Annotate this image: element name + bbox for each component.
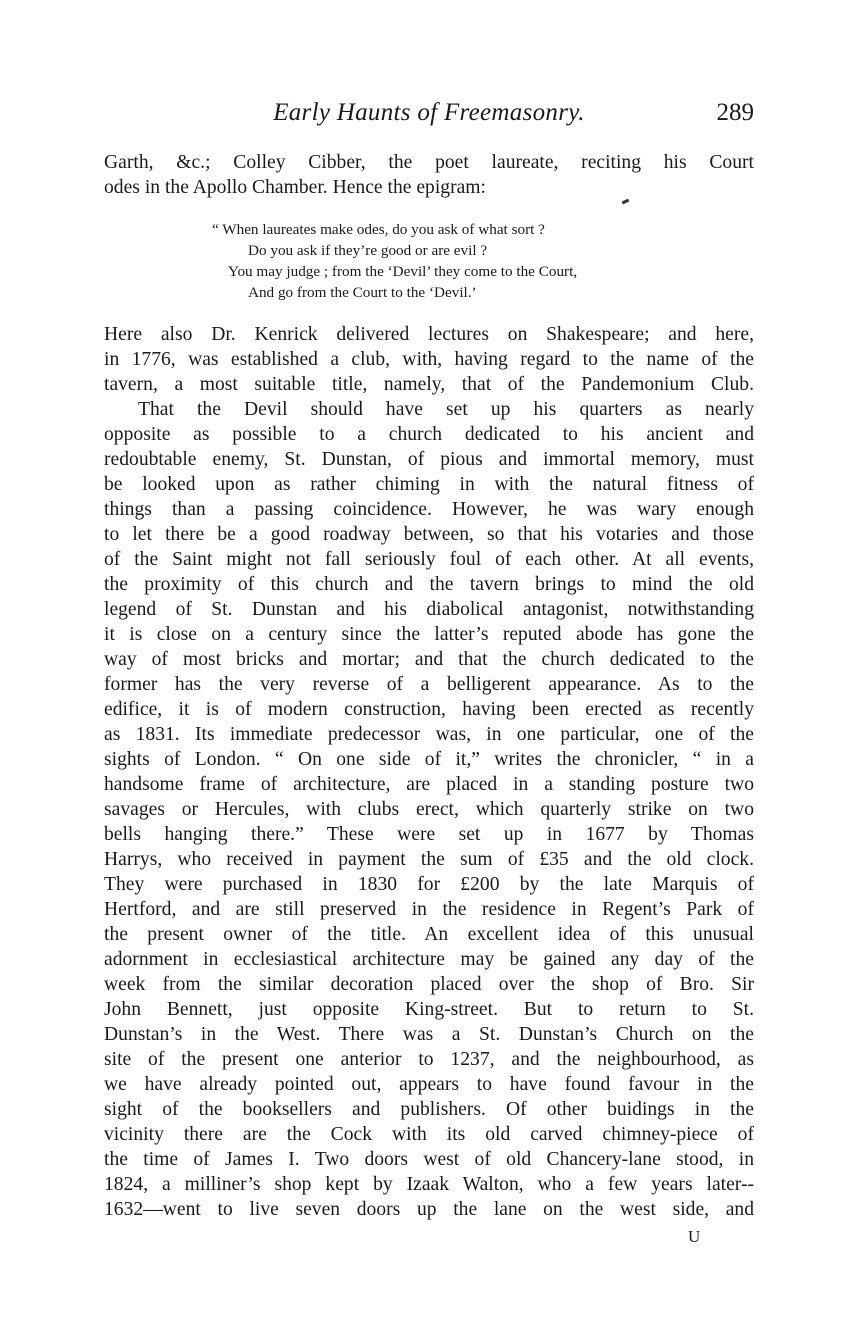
opening-lines — [104, 150, 754, 200]
text-line: sights of London. “ On one side of it,” writes the chronicler, “ in a — [104, 749, 754, 770]
text-line: They were purchased in 1830 for £200 by the late Marquis of — [104, 874, 754, 895]
main-text — [104, 322, 754, 1222]
text-line: Dunstan’s in the West. There was a St. Dunstan’s Church on the — [104, 1024, 754, 1045]
text-line: week from the similar decoration placed over the shop of Bro. Sir — [104, 974, 754, 995]
text-line: things than a passing coincidence. However, he was wary enough — [104, 499, 754, 520]
text-line: way of most bricks and mortar; and that the church dedicated to the — [104, 649, 754, 670]
verse-line: “ When laureates make odes, do you ask of what sort ? — [212, 221, 545, 238]
text-line: be looked upon as rather chiming in with the natural fitness of — [104, 474, 754, 495]
epigram-verse — [212, 219, 712, 303]
text-line: adornment in ecclesiastical architecture may be gained any day of the — [104, 949, 754, 970]
text-line: edifice, it is of modern construction, having been erected as recently — [104, 699, 754, 720]
text-line: Harrys, who received in payment the sum of £35 and the old clock. — [104, 849, 754, 870]
text-line: the time of James I. Two doors west of old Chancery-lane stood, in — [104, 1149, 754, 1170]
text-line: Garth, &c.; Colley Cibber, the poet laureate, reciting his Court — [104, 152, 754, 173]
text-line: 1632—went to live seven doors up the lane on the west side, and — [104, 1199, 754, 1220]
page-number: 289 — [716, 99, 754, 126]
text-line: 1824, a milliner’s shop kept by Izaak Walton, who a few years later-- — [104, 1174, 754, 1195]
running-head — [104, 98, 754, 132]
text-line: tavern, a most suitable title, namely, that of the Pandemonium Club. — [104, 374, 754, 395]
text-line: site of the present one anterior to 1237, and the neighbourhood, as — [104, 1049, 754, 1070]
text-line: vicinity there are the Cock with its old carved chimney-piece of — [104, 1124, 754, 1145]
text-line: it is close on a century since the latter’s reputed abode has gone the — [104, 624, 754, 645]
text-line: the proximity of this church and the tavern brings to mind the old — [104, 574, 754, 595]
text-line: of the Saint might not fall seriously foul of each other. At all events, — [104, 549, 754, 570]
verse-line: Do you ask if they’re good or are evil ? — [248, 242, 488, 259]
verse-line: And go from the Court to the ‘Devil.’ — [248, 284, 477, 301]
running-title: Early Haunts of Freemasonry. — [273, 99, 585, 126]
text-line: Here also Dr. Kenrick delivered lectures on Shakespeare; and here, — [104, 324, 754, 345]
text-line: legend of St. Dunstan and his diabolical antagonist, notwithstanding — [104, 599, 754, 620]
text-line: opposite as possible to a church dedicated to his ancient and — [104, 424, 754, 445]
text-line: odes in the Apollo Chamber. Hence the epigram: — [104, 177, 486, 198]
verse-line: You may judge ; from the ‘Devil’ they come to the Court, — [228, 263, 578, 280]
text-line: That the Devil should have set up his quarters as nearly — [138, 399, 754, 420]
signature-mark: U — [688, 1227, 701, 1246]
text-line: bells hanging there.” These were set up in 1677 by Thomas — [104, 824, 754, 845]
text-line: handsome frame of architecture, are placed in a standing posture two — [104, 774, 754, 795]
text-line: as 1831. Its immediate predecessor was, in one particular, one of the — [104, 724, 754, 745]
text-line: savages or Hercules, with clubs erect, which quarterly strike on two — [104, 799, 754, 820]
text-line: Hertford, and are still preserved in the residence in Regent’s Park of — [104, 899, 754, 920]
text-line: sight of the booksellers and publishers. Of other buidings in the — [104, 1099, 754, 1120]
text-line: redoubtable enemy, St. Dunstan, of pious and immortal memory, must — [104, 449, 754, 470]
text-line: to let there be a good roadway between, so that his votaries and those — [104, 524, 754, 545]
text-line: John Bennett, just opposite King-street. But to return to St. — [104, 999, 754, 1020]
text-line: in 1776, was established a club, with, having regard to the name of the — [104, 349, 754, 370]
text-line: the present owner of the title. An excellent idea of this unusual — [104, 924, 754, 945]
text-line: former has the very reverse of a belligerent appearance. As to the — [104, 674, 754, 695]
text-line: we have already pointed out, appears to have found favour in the — [104, 1074, 754, 1095]
